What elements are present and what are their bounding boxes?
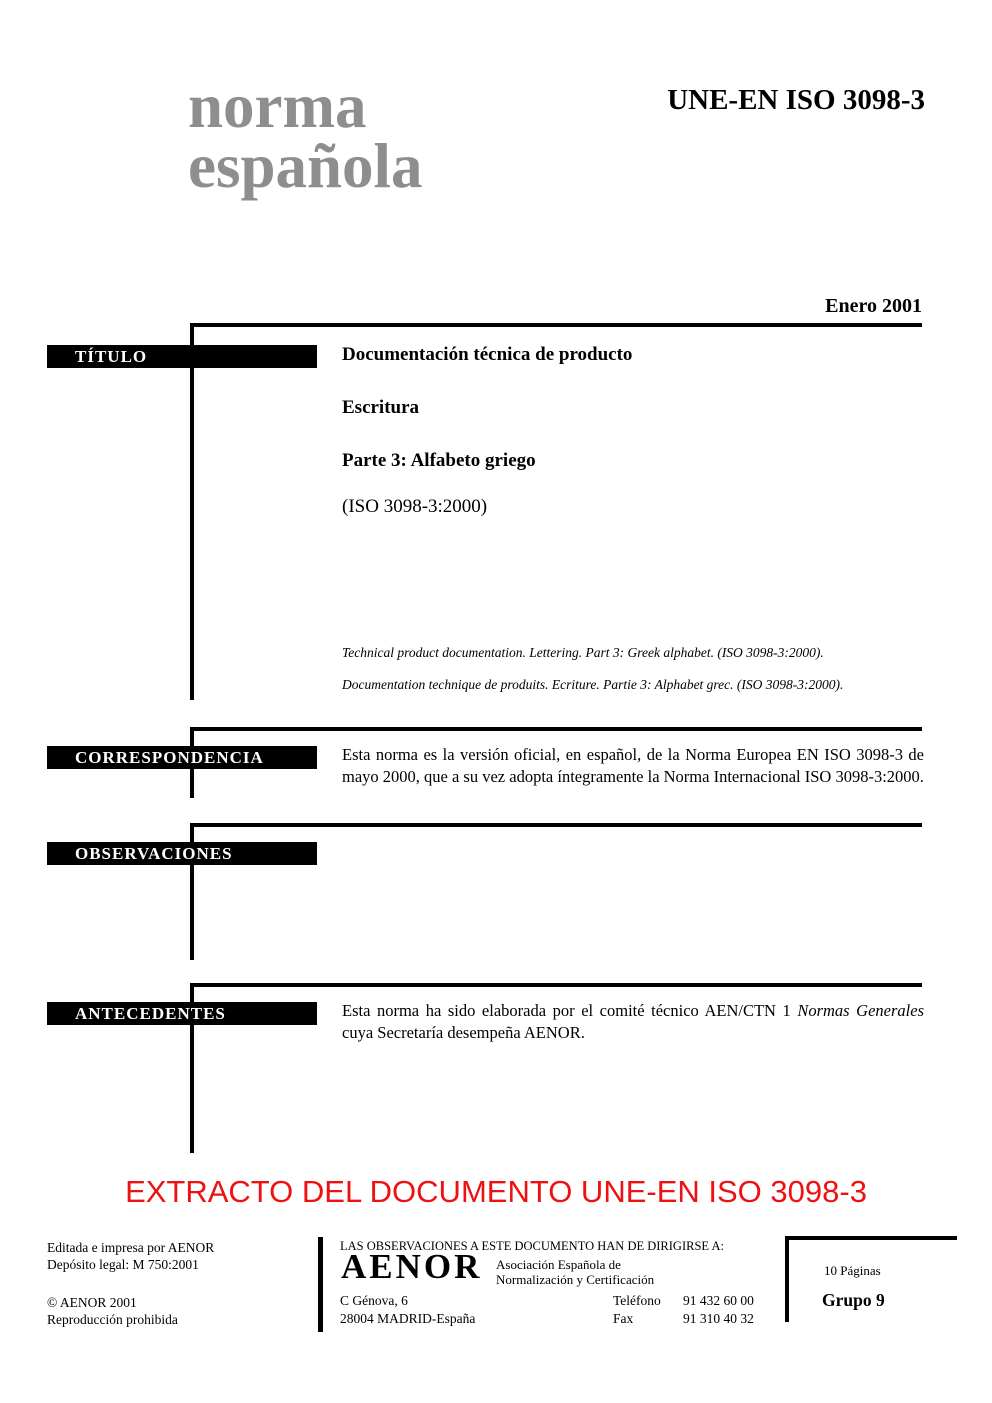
- footer-divider-bar-right: [785, 1236, 789, 1322]
- group-number: Grupo 9: [822, 1290, 885, 1310]
- footer-divider-bar-left: [318, 1237, 323, 1332]
- logo-line-2: española: [188, 131, 423, 201]
- antecedentes-top-rule: [190, 983, 922, 987]
- footer-reproduction-line: Reproducción prohibida: [47, 1312, 178, 1327]
- phone-label: Teléfono: [613, 1293, 661, 1308]
- aenor-address-line-1: C Génova, 6: [340, 1293, 408, 1308]
- footer-copyright-line: © AENOR 2001: [47, 1295, 137, 1310]
- observaciones-label: [47, 842, 317, 865]
- titulo-label-text: TÍTULO: [75, 346, 148, 366]
- aenor-association-name: [496, 1257, 654, 1287]
- observaciones-top-rule: [190, 823, 922, 827]
- norma-espanola-logo: [188, 71, 423, 201]
- correspondencia-label-text: CORRESPONDENCIA: [75, 747, 264, 767]
- footer-right-top-rule: [785, 1236, 957, 1240]
- fax-label: Fax: [613, 1311, 634, 1326]
- titulo-top-rule: [190, 323, 922, 327]
- footer-edited-block: [47, 1239, 214, 1273]
- correspondencia-label: [47, 746, 317, 769]
- correspondencia-text: Esta norma es la versión oficial, en español, de la Norma Europea EN ISO 3098-3 de mayo 2000, que a su vez adopta íntegramente la Norma Internacional ISO 3098-3:2000.: [342, 745, 924, 786]
- antecedentes-label-text: ANTECEDENTES: [75, 1003, 226, 1023]
- extract-banner: EXTRACTO DEL DOCUMENTO UNE-EN ISO 3098-3: [125, 1174, 867, 1209]
- title-line-3: Parte 3: Alfabeto griego: [342, 450, 536, 471]
- aenor-name-line-1: Asociación Española de: [496, 1257, 621, 1272]
- titulo-label: [47, 345, 317, 368]
- title-line-2: Escritura: [342, 397, 420, 418]
- document-code: UNE-EN ISO 3098-3: [667, 84, 925, 116]
- page-count: 10 Páginas: [824, 1263, 881, 1278]
- antecedentes-text-italic: Normas Generales: [797, 1001, 924, 1020]
- aenor-name-line-2: Normalización y Certificación: [496, 1272, 655, 1287]
- antecedentes-text-before: Esta norma ha sido elaborada por el comité técnico AEN/CTN 1: [342, 1001, 798, 1020]
- antecedentes-text-after: cuya Secretaría desempeña AENOR.: [342, 1022, 585, 1042]
- phone-value: 91 432 60 00: [683, 1293, 754, 1308]
- publication-date: Enero 2001: [825, 295, 922, 317]
- aenor-address-line-2: 28004 MADRID-España: [340, 1311, 476, 1326]
- footer-observations-notice: LAS OBSERVACIONES A ESTE DOCUMENTO HAN DE DIRIGIRSE A:: [340, 1239, 724, 1253]
- footer-copyright-block: [47, 1294, 178, 1328]
- title-translation-french: Documentation technique de produits. Ecriture. Partie 3: Alphabet grec. (ISO 3098-3:2000).: [342, 677, 844, 692]
- footer-contact-labels: [613, 1292, 661, 1328]
- footer-edited-line-1: Editada e impresa por AENOR: [47, 1240, 215, 1255]
- correspondencia-top-rule: [190, 727, 922, 731]
- logo-line-1: norma: [188, 71, 367, 141]
- title-iso-reference: (ISO 3098-3:2000): [342, 496, 488, 517]
- title-translation-english: Technical product documentation. Lettering. Part 3: Greek alphabet. (ISO 3098-3:2000).: [342, 645, 824, 660]
- titulo-vertical-rule: [190, 323, 194, 700]
- footer-deposit-line: Depósito legal: M 750:2001: [47, 1257, 199, 1272]
- antecedentes-label: [47, 1002, 317, 1025]
- aenor-address: [340, 1292, 475, 1328]
- antecedentes-text: [342, 1000, 924, 1043]
- footer-contact-values: [683, 1292, 754, 1328]
- observaciones-label-text: OBSERVACIONES: [75, 843, 233, 863]
- aenor-logo: AENOR: [341, 1247, 483, 1286]
- fax-value: 91 310 40 32: [683, 1311, 754, 1326]
- title-line-1: Documentación técnica de producto: [342, 344, 633, 365]
